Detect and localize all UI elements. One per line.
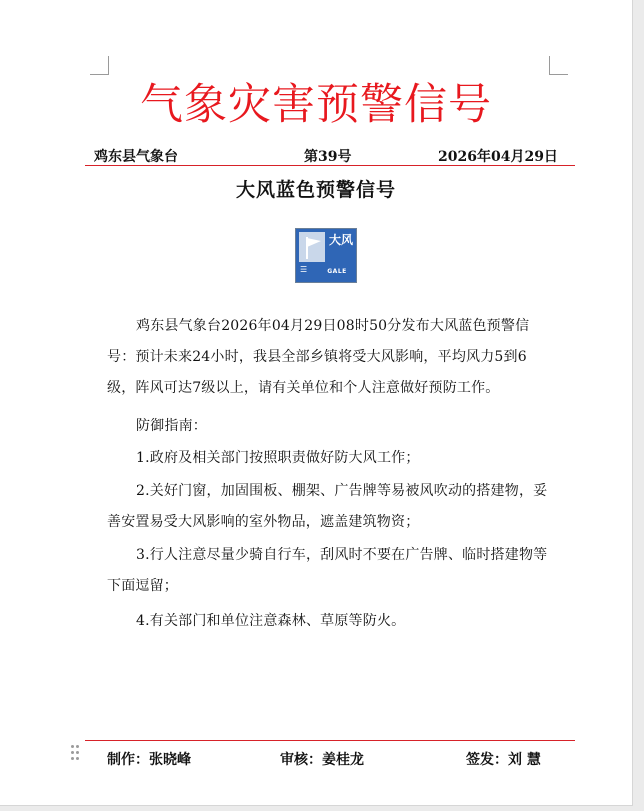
guidance-item-3: 3.行人注意尽量少骑自行车，刮风时不要在广告牌、临时搭建物等下面逗留； [107, 547, 548, 594]
blue-gale-warning-badge [295, 228, 357, 283]
wind-flag-panel [299, 232, 325, 262]
issuer-credit: 签发：刘 慧 [466, 752, 541, 768]
level-mark-icon: ☰ [300, 265, 308, 274]
issue-number: 第39号 [304, 149, 352, 165]
announcement-paragraph: 鸡东县气象台2026年04月29日08时50分发布大风蓝色预警信号：预计未来24小时，我县全部乡镇将受大风影响，平均风力5到6级，阵风可达7级以上，请有关单位和个人注意做好预防工作。 [107, 318, 530, 396]
issue-date: 2026年04月29日 [438, 149, 558, 165]
producer-credit: 制作：张晓峰 [107, 752, 191, 768]
issuer-label: 鸡东县气象台 [94, 149, 178, 165]
guidance-item-4: 4.有关部门和单位注意森林、草原等防火。 [136, 613, 406, 629]
warning-subtitle: 大风蓝色预警信号 [235, 179, 396, 201]
guidance-item-2: 2.关好门窗，加固围板、棚架、广告牌等易被风吹动的搭建物，妥善安置易受大风影响的室外物品，遮盖建筑物资； [107, 483, 548, 530]
crop-mark-top-right [549, 56, 568, 75]
guidance-item-1: 1.政府及相关部门按照职责做好防大风工作； [136, 450, 420, 466]
crop-mark-top-left [90, 56, 109, 75]
guidance-heading: 防御指南： [136, 418, 207, 434]
footer-divider [85, 740, 575, 741]
reviewer-credit: 审核：姜桂龙 [280, 752, 364, 768]
document-title: 气象灾害预警信号 [140, 80, 492, 130]
badge-chinese-text: 大风 [328, 233, 353, 247]
badge-english-text: GALE [327, 268, 347, 275]
drag-handle-icon[interactable] [71, 745, 81, 761]
wind-flag-icon [299, 232, 325, 262]
header-divider [85, 165, 575, 166]
